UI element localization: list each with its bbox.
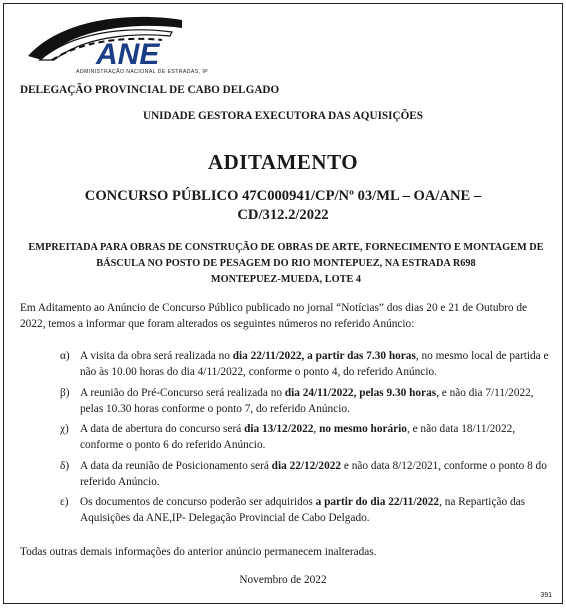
item-marker: α) bbox=[60, 350, 70, 362]
item-text: , bbox=[313, 423, 320, 435]
road-swoosh-icon bbox=[22, 12, 192, 70]
item-text: A reunião do Pré-Concurso será realizada no bbox=[80, 386, 285, 399]
unit-heading: UNIDADE GESTORA EXECUTORA DAS AQUISIÇÕES bbox=[143, 110, 423, 122]
amendment-list bbox=[20, 348, 550, 531]
logo-subtitle: ADMINISTRAÇÃO NACIONAL DE ESTRADAS, IP bbox=[76, 69, 209, 75]
item-text: e não data 8/12/2021, conforme o ponto 8 do referido Anúncio. bbox=[80, 459, 547, 488]
item-text: Os documentos de concurso poderão ser adquiridos bbox=[80, 496, 316, 508]
item-bold: no mesmo horário bbox=[319, 423, 407, 435]
item-text: A visita da obra será realizada no bbox=[80, 350, 233, 362]
announcement-page bbox=[3, 3, 563, 604]
document-title: ADITAMENTO bbox=[207, 150, 359, 174]
amendment-item bbox=[20, 494, 550, 526]
closing-paragraph: Todas outras demais informações do anterior anúncio permanecem inalteradas. bbox=[20, 546, 377, 558]
issue-date: Novembro de 2022 bbox=[239, 574, 327, 586]
tender-line-1: CONCURSO PÚBLICO 47C000941/CP/Nº 03/ML – OA/ANE – bbox=[84, 188, 482, 204]
amendment-item bbox=[20, 458, 550, 490]
logo-text: ANE bbox=[96, 38, 160, 70]
works-line-3: MONTEPUEZ-MUEDA, LOTE 4 bbox=[210, 274, 362, 285]
item-marker: χ) bbox=[60, 423, 69, 435]
item-text: , no mesmo local de partida e não às 10.00 horas do dia 4/11/2022, conforme o ponto 4, do referido Anúncio. bbox=[80, 350, 549, 378]
amendment-item bbox=[20, 348, 550, 380]
works-line-2: BÁSCULA NO POSTO DE PESAGEM DO RIO MONTEPUEZ, NA ESTRADA R698 bbox=[96, 258, 476, 269]
intro-paragraph: Em Aditamento ao Anúncio de Concurso Público publicado no jornal “Notícias” dos dias 20 e 21 de Outubro de 2022, temos a informar que foram alterados os seguintes números no referido Anúncio: bbox=[20, 302, 528, 330]
works-description bbox=[20, 240, 552, 288]
item-marker: β) bbox=[60, 386, 70, 399]
item-text: A data de abertura do concurso será bbox=[80, 423, 245, 435]
item-text: A data da reunião de Posicionamento será bbox=[80, 459, 272, 472]
delegation-heading: DELEGAÇÃO PROVINCIAL DE CABO DELGADO bbox=[20, 84, 280, 96]
item-bold: dia 13/12/2022 bbox=[244, 423, 314, 435]
item-marker: δ) bbox=[60, 459, 70, 472]
page-number: 391 bbox=[540, 592, 552, 599]
item-bold: dia 22/12/2022 bbox=[271, 459, 342, 472]
item-text: , na Repartição das Aquisições da ANE,IP- Delegação Provincial de Cabo Delgado. bbox=[80, 496, 526, 524]
item-marker: ε) bbox=[60, 496, 69, 508]
tender-reference bbox=[34, 187, 532, 225]
item-bold: dia 22/11/2022, a partir das 7.30 horas bbox=[232, 350, 416, 362]
amendment-item bbox=[20, 385, 550, 417]
ane-logo bbox=[22, 12, 209, 80]
item-text: , e não dia 7/11/2022, pelas 10.30 horas conforme o ponto 7, do referido Anúncio. bbox=[80, 386, 534, 415]
amendment-item bbox=[20, 421, 550, 453]
tender-line-2: CD/312.2/2022 bbox=[237, 207, 329, 223]
works-line-1: EMPREITADA PARA OBRAS DE CONSTRUÇÃO DE OBRAS DE ARTE, FORNECIMENTO E MONTAGEM DE bbox=[28, 242, 544, 253]
item-bold: dia 24/11/2022, pelas 9.30 horas bbox=[284, 386, 437, 399]
item-text: , e não data 18/11/2022, conforme o ponto 6 do referido Anúncio. bbox=[80, 423, 516, 451]
item-bold: a partir do dia 22/11/2022 bbox=[315, 496, 440, 508]
